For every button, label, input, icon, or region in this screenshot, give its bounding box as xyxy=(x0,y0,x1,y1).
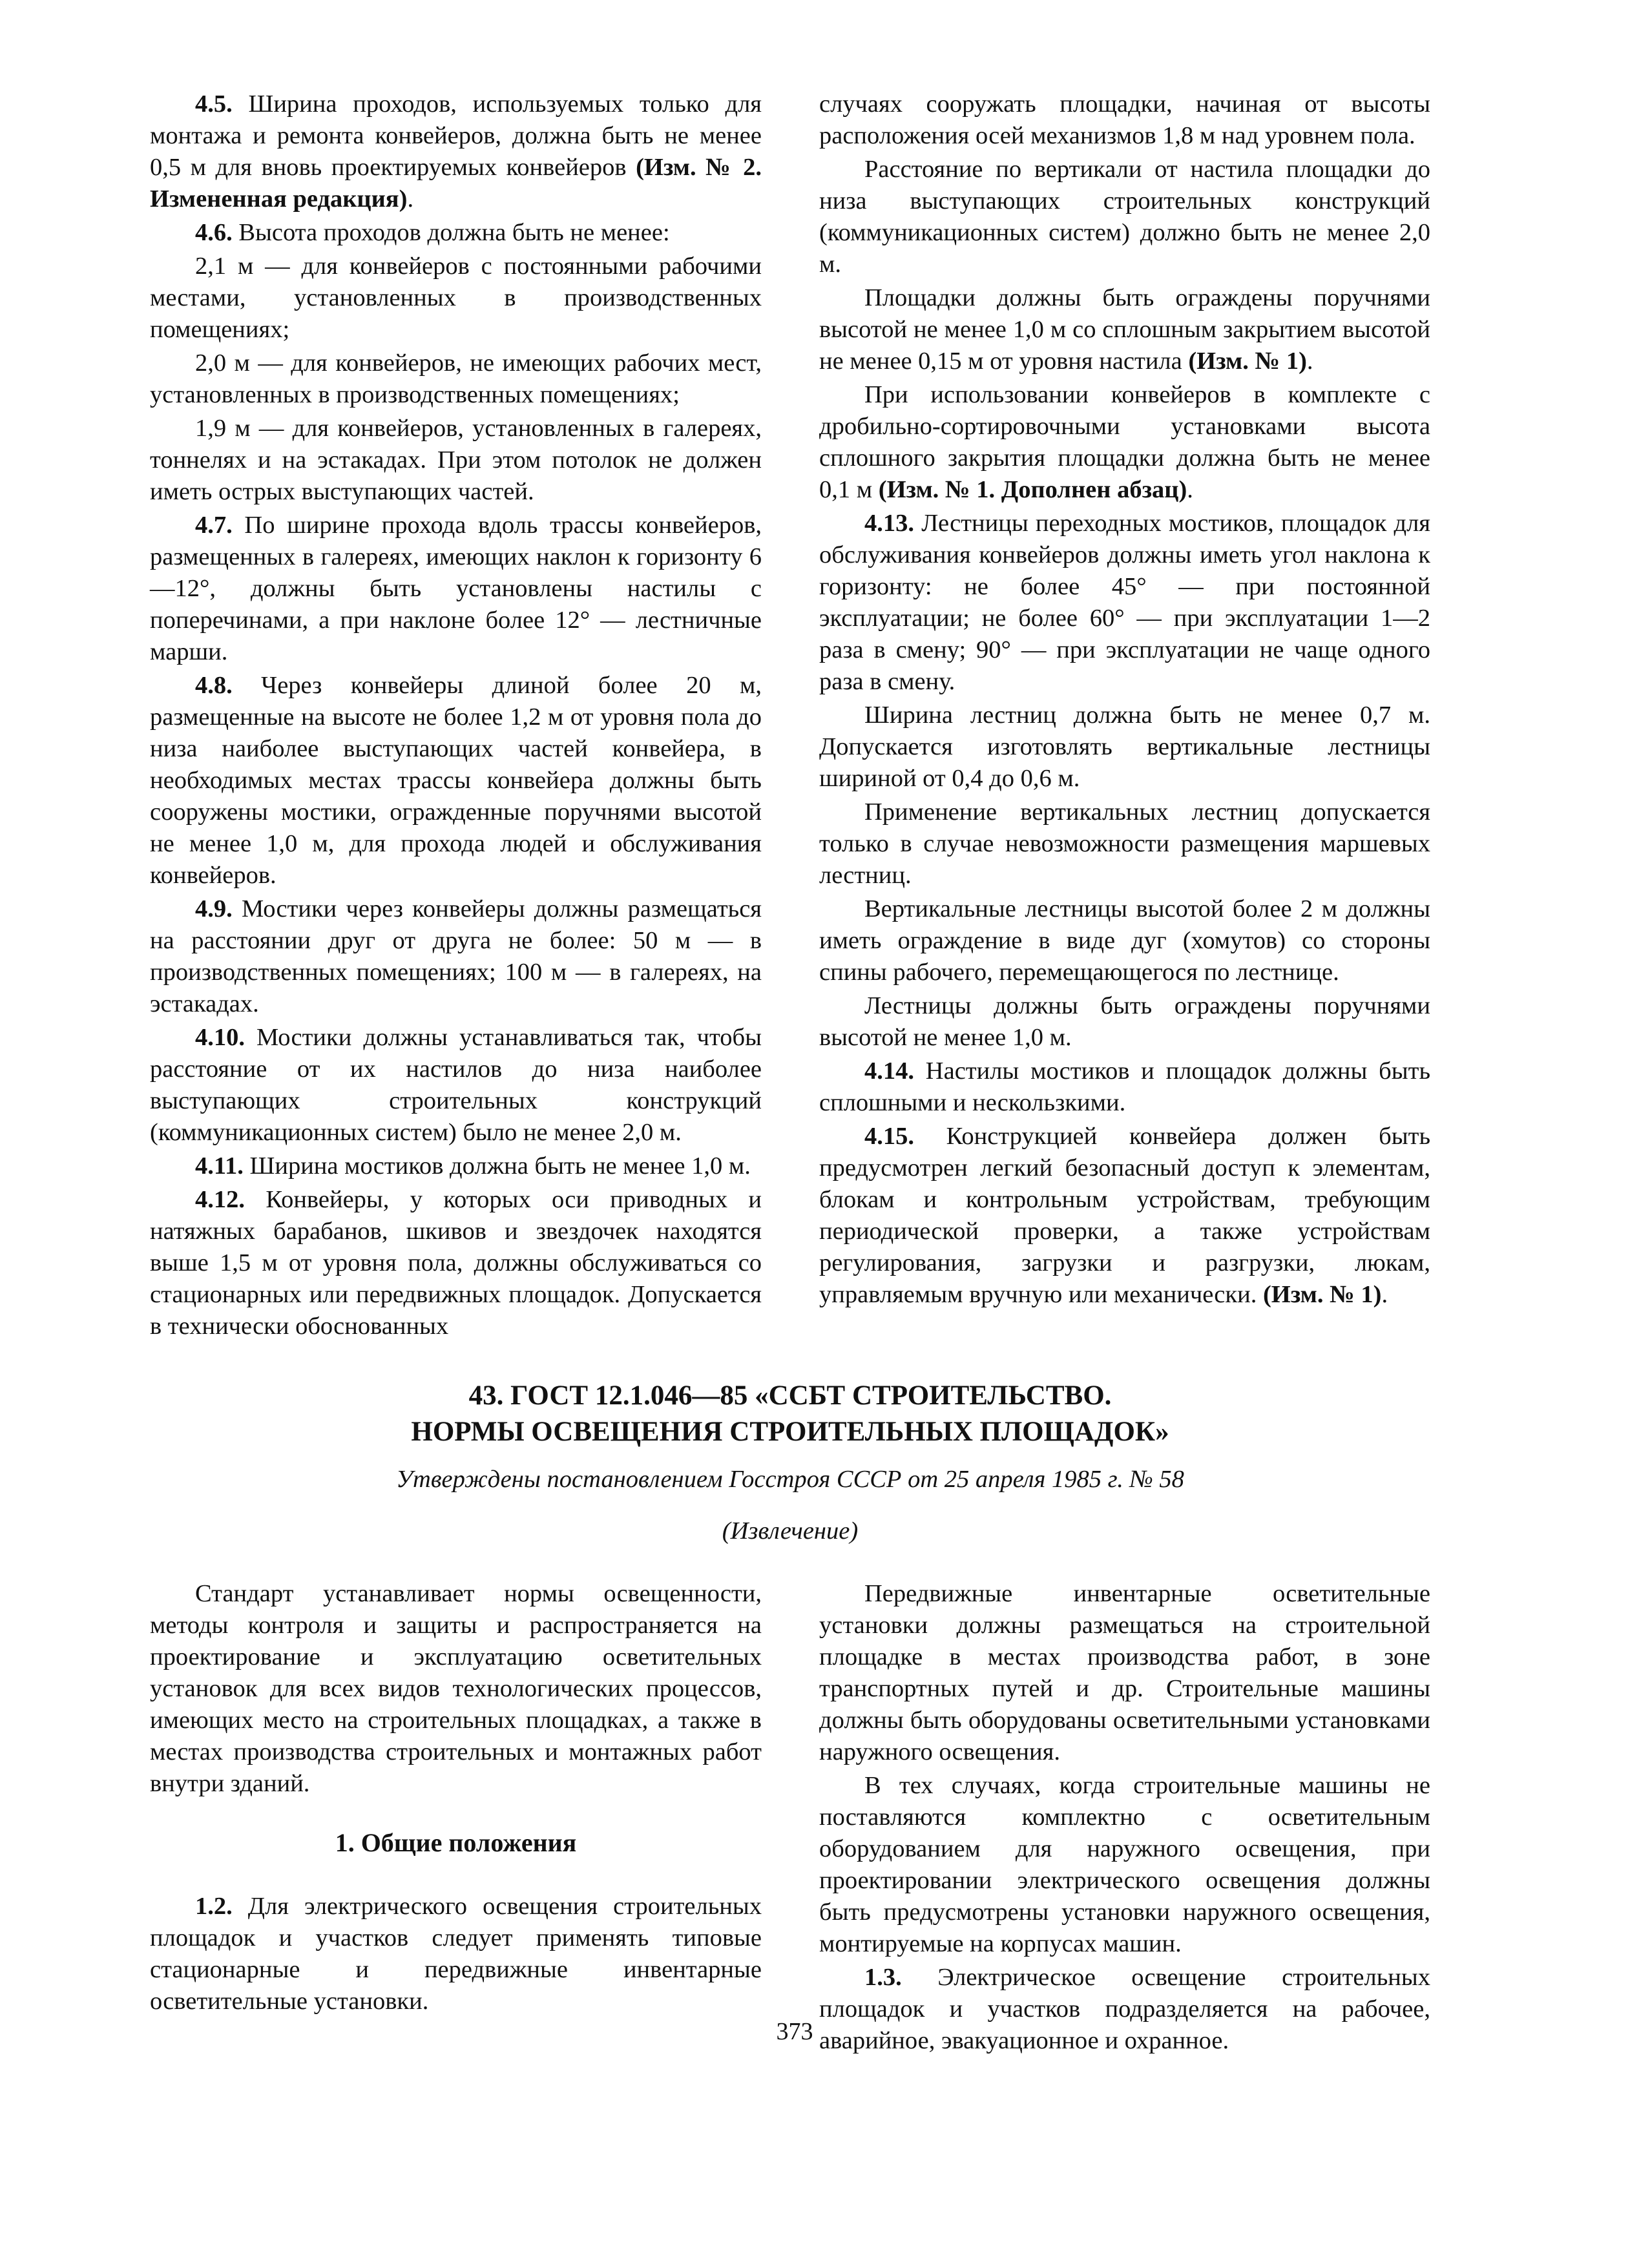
clause-4-14: 4.14. Настилы мостиков и площадок должны быть сплошными и нескользкими. xyxy=(819,1057,1430,1116)
bottom-right-column xyxy=(819,1578,1430,2057)
clause-1-2-paragraph-b: Передвижные инвентарные осветительные установки должны размещаться на строительной площадке в местах производства работ, в зоне транспортных путей и др. Строительные машины должны быть оборудованы осветительными установками наружного освещения. xyxy=(819,1580,1430,1765)
standard-title-line-1: 43. ГОСТ 12.1.046—85 «ССБТ СТРОИТЕЛЬСТВО. xyxy=(468,1380,1112,1411)
clause-4-6-item-c: 1,9 м — для конвейеров, установленных в галереях, тоннелях и на эстакадах. При этом потолок не должен иметь острых выступающих частей. xyxy=(150,415,762,505)
clause-4-13-paragraph-d: Вертикальные лестницы высотой более 2 м должны иметь ограждение в виде дуг (хомутов) со стороны спины рабочего, перемещающегося по лестнице. xyxy=(819,895,1430,986)
section-title-general: 1. Общие положения xyxy=(335,1828,577,1857)
clause-4-13-paragraph-c: Применение вертикальных лестниц допускается только в случае невозможности размещения маршевых лестниц. xyxy=(819,798,1430,889)
clause-1-2-paragraph-c: В тех случаях, когда строительные машины не поставляются комплектно с осветительным оборудованием для наружного освещения, при проектировании электрического освещения должны быть предусмотрены установки наружного освещения, монтируемые на корпусах машин. xyxy=(819,1772,1430,1957)
clause-4-9: 4.9. Мостики через конвейеры должны размещаться на расстоянии друг от друга не более: 50 м — в производственных помещениях; 100 м — в галереях, на эстакадах. xyxy=(150,895,762,1017)
clause-4-12-continued: случаях сооружать площадки, начиная от высоты расположения осей механизмов 1,8 м над уровнем пола. xyxy=(819,90,1430,149)
clause-4-13-paragraph-e: Лестницы должны быть ограждены поручнями высотой не менее 1,0 м. xyxy=(819,992,1430,1051)
standard-title-line-2: НОРМЫ ОСВЕЩЕНИЯ СТРОИТЕЛЬНЫХ ПЛОЩАДОК» xyxy=(411,1417,1169,1447)
clause-4-12-paragraph-c: Площадки должны быть ограждены поручнями высотой не менее 1,0 м со сплошным закрытием высотой не менее 0,15 м от уровня настила (Изм. № 1). xyxy=(819,284,1430,375)
clause-4-6-item-a: 2,1 м — для конвейеров с постоянными рабочими местами, установленных в производственных помещениях; xyxy=(150,253,762,343)
clause-4-12-paragraph-d: При использовании конвейеров в комплекте с дробильно-сортировочными установками высота сплошного закрытия площадки должна быть не менее 0,1 м (Изм. № 1. Дополнен абзац). xyxy=(819,381,1430,503)
bottom-left-column xyxy=(150,1578,762,2017)
clause-4-11: 4.11. Ширина мостиков должна быть не менее 1,0 м. xyxy=(195,1152,751,1180)
approval-note: Утверждены постановлением Госстроя СССР от 25 апреля 1985 г. № 58 xyxy=(396,1466,1184,1493)
clause-4-6-item-b: 2,0 м — для конвейеров, не имеющих рабочих мест, установленных в производственных помещениях; xyxy=(150,349,762,408)
clause-1-3: 1.3. Электрическое освещение строительных площадок и участков подразделяется на рабочее, аварийное, эвакуационное и охранное. xyxy=(819,1964,1430,2054)
clause-4-15: 4.15. Конструкцией конвейера должен быть предусмотрен легкий безопасный доступ к элементам, блокам и контрольным устройствам, требующим периодической проверки, а также устройствам регулирования, загрузки и разгрузки, люкам, управляемым вручную или механически. (Изм. № 1). xyxy=(819,1123,1430,1308)
clause-4-5: 4.5. Ширина проходов, используемых только для монтажа и ремонта конвейеров, должна быть не менее 0,5 м для вновь проектируемых конвейеров (Изм. № 2. Измененная редакция). xyxy=(150,90,762,213)
top-left-column xyxy=(150,88,762,1342)
page-number: 373 xyxy=(776,2018,813,2045)
clause-4-13: 4.13. Лестницы переходных мостиков, площадок для обслуживания конвейеров должны иметь угол наклона к горизонту: не более 45° — при постоянной эксплуатации; не более 60° — при эксплуатации 1—2 раза в смену; 90° — при эксплуатации не чаще одного раза в смену. xyxy=(819,510,1430,695)
clause-4-12: 4.12. Конвейеры, у которых оси приводных и натяжных барабанов, шкивов и звездочек находятся выше 1,5 м от уровня пола, должны обслуживаться со стационарных или передвижных площадок. Допускается в технически обоснованных xyxy=(150,1186,762,1340)
clause-4-7: 4.7. По ширине прохода вдоль трассы конвейеров, размещенных в галереях, имеющих наклон к горизонту 6—12°, должны быть установлены настилы с поперечинами, а при наклоне более 12° — лестничные марши. xyxy=(150,512,762,665)
clause-4-13-paragraph-b: Ширина лестниц должна быть не менее 0,7 м. Допускается изготовлять вертикальные лестницы шириной от 0,4 до 0,6 м. xyxy=(819,702,1430,792)
clause-4-6: 4.6. Высота проходов должна быть не менее: xyxy=(195,219,670,246)
top-right-column xyxy=(819,88,1430,1311)
clause-4-8: 4.8. Через конвейеры длиной более 20 м, размещенные на высоте не более 1,2 м от уровня пола до низа наиболее выступающих частей конвейера, в необходимых местах трассы конвейера должны быть сооружены мостики, огражденные поручнями высотой не менее 1,0 м, для прохода людей и обслуживания конвейеров. xyxy=(150,672,762,889)
clause-4-10: 4.10. Мостики должны устанавливаться так, чтобы расстояние от их настилов до низа наиболее выступающих строительных конструкций (коммуникационных систем) было не менее 2,0 м. xyxy=(150,1024,762,1146)
clause-4-12-paragraph-b: Расстояние по вертикали от настила площадки до низа выступающих строительных конструкций (коммуникационных систем) должно быть не менее 2,0 м. xyxy=(819,156,1430,278)
standard-intro: Стандарт устанавливает нормы освещенности, методы контроля и защиты и распространяется на проектирование и эксплуатацию осветительных установок для всех видов технологических процессов, имеющих место на строительных площадках, а также в местах производства строительных и монтажных работ внутри зданий. xyxy=(150,1580,762,1797)
clause-1-2: 1.2. Для электрического освещения строительных площадок и участков следует применять типовые стационарные и передвижные инвентарные осветительные установки. xyxy=(150,1893,762,2015)
extract-note: (Извлечение) xyxy=(722,1517,859,1545)
